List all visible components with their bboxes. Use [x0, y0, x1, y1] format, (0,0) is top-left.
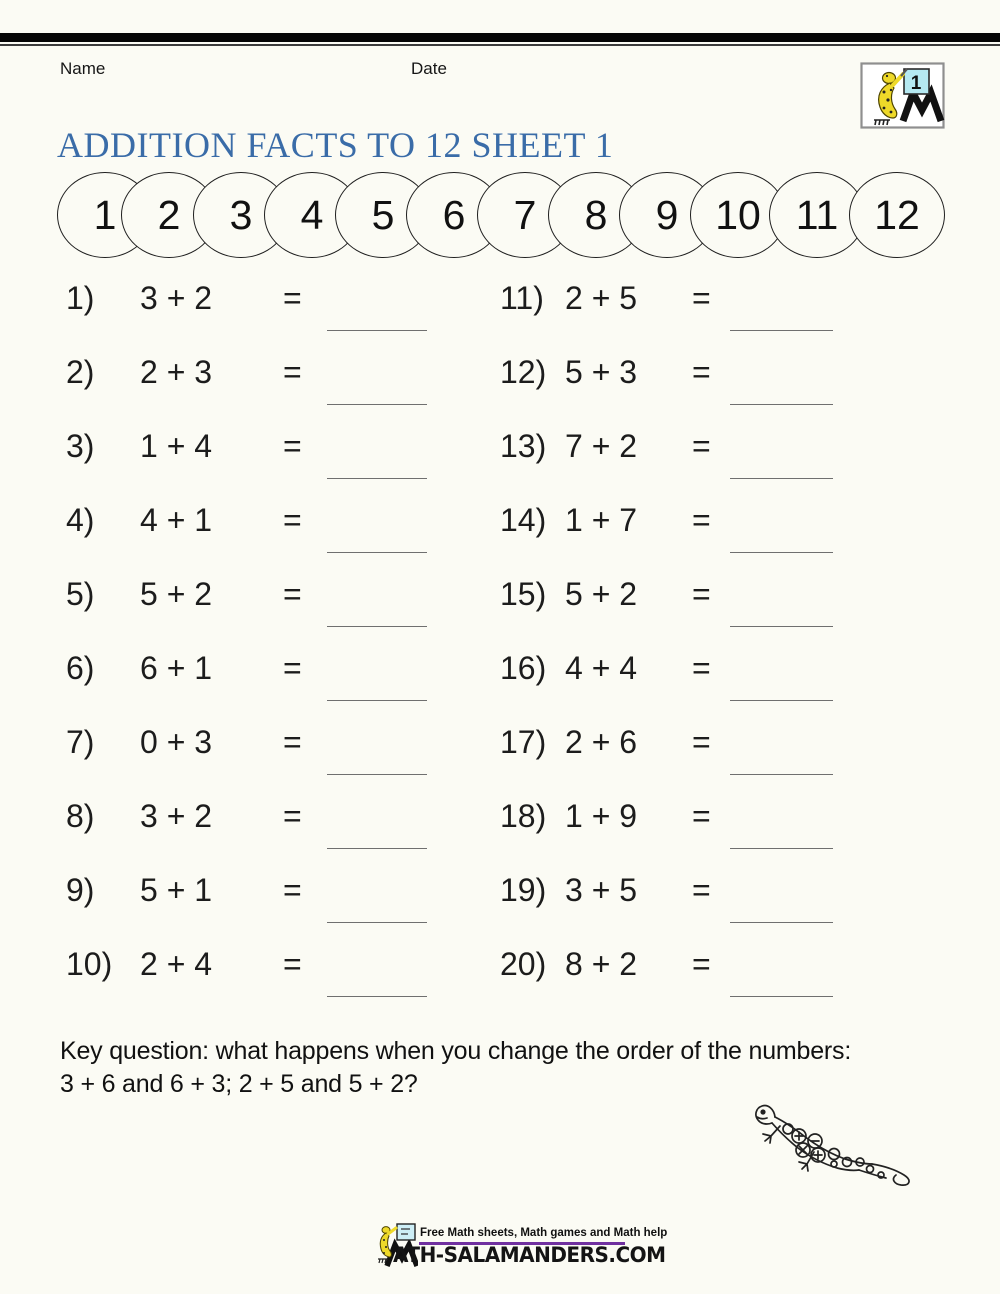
- key-question-line2: 3 + 6 and 6 + 3; 2 + 5 and 5 + 2?: [60, 1070, 418, 1098]
- problem-expression: 0 + 3: [140, 724, 213, 760]
- equals-sign: =: [692, 354, 711, 390]
- circle-number: 11: [795, 191, 839, 238]
- problem-row-15: [494, 558, 944, 632]
- top-rule-thick: [0, 33, 1000, 42]
- answer-blank[interactable]: [327, 922, 427, 923]
- problem-number: 3): [66, 428, 95, 464]
- equals-sign: =: [283, 576, 302, 612]
- problem-expression: 3 + 2: [140, 798, 213, 834]
- problem-row-20: [494, 928, 944, 1002]
- problem-row-7: [60, 706, 494, 780]
- equals-sign: =: [283, 650, 302, 686]
- footer-brand: [374, 1220, 674, 1275]
- problem-number: 17): [500, 724, 547, 760]
- circle-number: 10: [715, 191, 761, 238]
- circle-number: 12: [874, 191, 920, 238]
- equals-sign: =: [283, 872, 302, 908]
- problem-number: 15): [500, 576, 547, 612]
- circle-number: 8: [584, 191, 608, 238]
- answer-blank[interactable]: [327, 404, 427, 405]
- answer-blank[interactable]: [730, 922, 833, 923]
- circle-number: 6: [442, 191, 466, 238]
- answer-blank[interactable]: [730, 552, 833, 553]
- problem-number: 4): [66, 502, 95, 538]
- problem-row-17: [494, 706, 944, 780]
- equals-sign: =: [692, 946, 711, 982]
- answer-blank[interactable]: [327, 330, 427, 331]
- problem-number: 13): [500, 428, 547, 464]
- circle-number: 2: [157, 191, 181, 238]
- equals-sign: =: [692, 798, 711, 834]
- math-salamanders-logo: [860, 62, 945, 129]
- problem-expression: 4 + 1: [140, 502, 213, 538]
- problem-row-19: [494, 854, 944, 928]
- answer-blank[interactable]: [730, 626, 833, 627]
- footer-site-link[interactable]: [393, 1243, 666, 1267]
- problem-number: 11): [500, 280, 544, 316]
- gecko-lizard-drawing: [752, 1096, 920, 1188]
- problems-grid: [60, 262, 944, 1002]
- equals-sign: =: [283, 502, 302, 538]
- circle-number: 9: [655, 191, 679, 238]
- equals-sign: =: [283, 428, 302, 464]
- equals-sign: =: [692, 428, 711, 464]
- problem-number: 2): [66, 354, 95, 390]
- problem-number: 5): [66, 576, 95, 612]
- problem-row-9: [60, 854, 494, 928]
- answer-blank[interactable]: [327, 478, 427, 479]
- answer-blank[interactable]: [730, 330, 833, 331]
- problem-number: 20): [500, 946, 547, 982]
- circle-number: 1: [93, 191, 117, 238]
- problem-expression: 5 + 1: [140, 872, 213, 908]
- logo-badge-number: 1: [910, 73, 922, 94]
- circle-number: 4: [300, 191, 324, 238]
- equals-sign: =: [692, 872, 711, 908]
- equals-sign: =: [692, 650, 711, 686]
- problem-expression: 2 + 6: [565, 724, 638, 760]
- problem-row-11: [494, 262, 944, 336]
- problem-expression: 2 + 3: [140, 354, 213, 390]
- problem-number: 8): [66, 798, 95, 834]
- problem-expression: 6 + 1: [140, 650, 213, 686]
- circle-number: 5: [371, 191, 395, 238]
- problem-expression: 1 + 9: [565, 798, 638, 834]
- problem-row-1: [60, 262, 494, 336]
- equals-sign: =: [283, 354, 302, 390]
- problem-row-5: [60, 558, 494, 632]
- number-track: [57, 172, 947, 258]
- problem-number: 9): [66, 872, 95, 908]
- equals-sign: =: [692, 280, 711, 316]
- equals-sign: =: [692, 502, 711, 538]
- number-circle: [849, 172, 945, 258]
- problem-expression: 2 + 4: [140, 946, 213, 982]
- answer-blank[interactable]: [327, 996, 427, 997]
- page-title: ADDITION FACTS TO 12 SHEET 1: [57, 125, 614, 165]
- problem-row-3: [60, 410, 494, 484]
- problem-row-16: [494, 632, 944, 706]
- problem-number: 1): [66, 280, 95, 316]
- problem-number: 18): [500, 798, 547, 834]
- problem-expression: 4 + 4: [565, 650, 638, 686]
- answer-blank[interactable]: [730, 996, 833, 997]
- equals-sign: =: [692, 576, 711, 612]
- key-question-line1: Key question: what happens when you change the order of the numbers:: [60, 1037, 852, 1065]
- equals-sign: =: [283, 798, 302, 834]
- answer-blank[interactable]: [327, 626, 427, 627]
- problem-expression: 8 + 2: [565, 946, 638, 982]
- problem-number: 12): [500, 354, 547, 390]
- problem-expression: 3 + 5: [565, 872, 638, 908]
- footer-site-text: ATH-SALAMANDERS.COM: [393, 1241, 666, 1267]
- problem-row-4: [60, 484, 494, 558]
- problem-row-6: [60, 632, 494, 706]
- problem-row-13: [494, 410, 944, 484]
- problem-number: 6): [66, 650, 95, 686]
- equals-sign: =: [692, 724, 711, 760]
- problem-row-12: [494, 336, 944, 410]
- problem-number: 16): [500, 650, 547, 686]
- answer-blank[interactable]: [730, 848, 833, 849]
- problem-row-10: [60, 928, 494, 1002]
- footer-tagline: Free Math sheets, Math games and Math help: [420, 1227, 668, 1239]
- problem-expression: 1 + 7: [565, 502, 638, 538]
- problem-expression: 7 + 2: [565, 428, 638, 464]
- problem-number: 10): [66, 946, 113, 982]
- equals-sign: =: [283, 724, 302, 760]
- problem-row-18: [494, 780, 944, 854]
- equals-sign: =: [283, 280, 302, 316]
- top-rule-thin: [0, 44, 1000, 46]
- problem-expression: 1 + 4: [140, 428, 213, 464]
- circle-number: 3: [229, 191, 253, 238]
- answer-blank[interactable]: [327, 848, 427, 849]
- problem-expression: 3 + 2: [140, 280, 213, 316]
- answer-blank[interactable]: [730, 700, 833, 701]
- problem-expression: 5 + 2: [565, 576, 638, 612]
- answer-blank[interactable]: [730, 774, 833, 775]
- key-question: [60, 1035, 960, 1101]
- answer-blank[interactable]: [730, 404, 833, 405]
- problem-row-2: [60, 336, 494, 410]
- answer-blank[interactable]: [327, 774, 427, 775]
- problem-number: 7): [66, 724, 95, 760]
- problem-row-14: [494, 484, 944, 558]
- problem-expression: 5 + 2: [140, 576, 213, 612]
- date-label: Date: [411, 59, 447, 78]
- name-label: Name: [60, 59, 106, 78]
- problem-number: 19): [500, 872, 547, 908]
- answer-blank[interactable]: [730, 478, 833, 479]
- gecko-illustration: [752, 1096, 920, 1193]
- salamander-writing-badge-icon: [860, 62, 945, 129]
- problem-number: 14): [500, 502, 547, 538]
- equals-sign: =: [283, 946, 302, 982]
- problem-expression: 5 + 3: [565, 354, 638, 390]
- problem-expression: 2 + 5: [565, 280, 638, 316]
- answer-blank[interactable]: [327, 552, 427, 553]
- problem-row-8: [60, 780, 494, 854]
- answer-blank[interactable]: [327, 700, 427, 701]
- circle-number: 7: [513, 191, 537, 238]
